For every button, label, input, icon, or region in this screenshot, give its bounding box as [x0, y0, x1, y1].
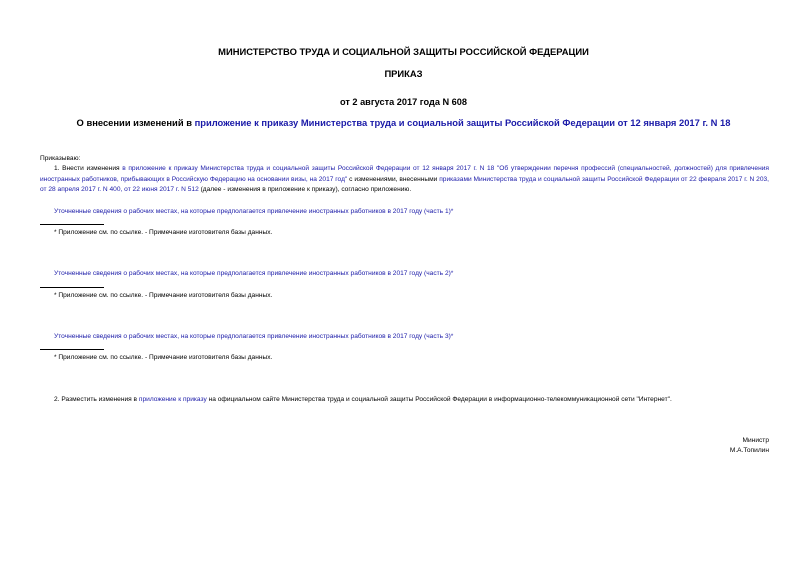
item1-prefix: 1. Внести изменения [54, 165, 123, 172]
item2-suffix: на официальном сайте Министерства труда и социальной защиты Российской Федерации в информационно-телекоммуникационной сети "Интернет". [206, 396, 672, 403]
signature-position: Министр [742, 437, 769, 444]
footnote: * Приложение см. по ссылке. - Примечание изготовителя базы данных. [54, 229, 273, 236]
date-number: от 2 августа 2017 года N 608 [339, 97, 468, 107]
order-word: Приказываю: [40, 155, 81, 162]
ministry-title: МИНИСТЕРСТВО ТРУДА И СОЦИАЛЬНОЙ ЗАЩИТЫ РОССИЙСКОЙ ФЕДЕРАЦИИ [218, 46, 589, 57]
item1-mid: с изменениями, внесенными [347, 175, 440, 183]
footnote: * Приложение см. по ссылке. - Примечание изготовителя базы данных. [54, 292, 273, 299]
item1-link-order[interactable]: в приложение к приказу Министерства труда и социальной защиты Российской Федерации от 12 января 2017 г. N 18 "Об утверждении перечня профессий (специальностей, должностей) для привлечения иностранных работников, прибывающих в Российскую Федерацию на основании визы, на 2017 год" [40, 165, 769, 183]
item-1 [40, 164, 769, 196]
footnote: * Приложение см. по ссылке. - Примечание изготовителя базы данных. [54, 354, 273, 361]
item2-link[interactable]: приложение к приказу [138, 396, 207, 403]
subject-prefix: О внесении изменений в [76, 117, 195, 128]
footnote-rule [40, 349, 104, 350]
appendix-link-part-1[interactable]: Уточненные сведения о рабочих местах, на которые предполагается привлечение иностранных работников в 2017 году (часть 1)* [54, 208, 454, 215]
item2-prefix: 2. Разместить изменения в [54, 396, 139, 403]
appendix-link-part-2[interactable]: Уточненные сведения о рабочих местах, на которые предполагается привлечение иностранных работников в 2017 году (часть 2)* [54, 270, 454, 277]
item1-suffix: (далее - изменения в приложение к приказу), согласно приложению. [198, 186, 412, 193]
footnote-rule [40, 287, 104, 288]
item1-link-amendments[interactable]: приказами Министерства труда и социальной защиты Российской Федерации от 22 февраля 2017 г. N 203, от 28 апреля 2017 г. N 400, от 22 июня 2017 г. N 512 [40, 175, 770, 193]
item-2 [54, 395, 672, 405]
signature-name: М.А.Топилин [729, 447, 769, 454]
appendix-link-part-3[interactable]: Уточненные сведения о рабочих местах, на которые предполагается привлечение иностранных работников в 2017 году (часть 3)* [54, 333, 454, 340]
subject-link[interactable]: приложение к приказу Министерства труда и социальной защиты Российской Федерации от 12 января 2017 г. N 18 [194, 117, 731, 128]
doc-type: ПРИКАЗ [384, 68, 423, 79]
subject-heading [40, 117, 767, 128]
footnote-rule [40, 224, 104, 225]
